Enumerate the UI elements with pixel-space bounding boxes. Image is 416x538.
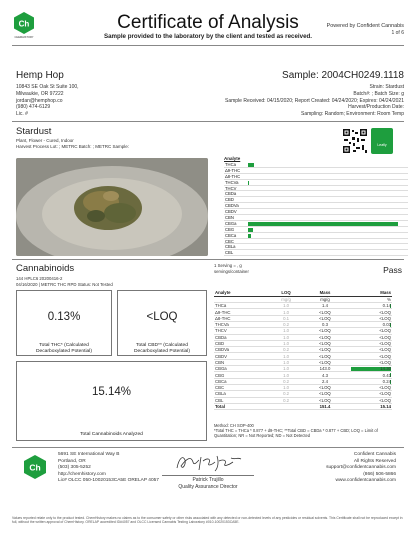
analyte-cell: THCVa [214, 321, 268, 327]
client-address-line: 10843 SE Oak St Suite 100, [16, 84, 79, 90]
method-line: Quantitation; NR = Not Reported; ND = Not Detected [214, 433, 311, 438]
total-cannabinoids-label: Total Cannabinoids Analyzed [80, 432, 143, 437]
product-details [16, 138, 129, 149]
table-total-row [214, 403, 392, 409]
col-mass-pct: Mass [346, 290, 392, 296]
mini-chart-label: THCa [225, 162, 236, 167]
analyte-cell: CBLa [214, 391, 268, 397]
signatory-title: Quality Assurance Director [178, 483, 238, 490]
total-cannabinoids-box [16, 361, 207, 441]
method-line: *Total THC = THCa * 0.877 + d9-THC; **Total CBD = CBDa * 0.877 + CBD; LOQ = Limit of [214, 428, 378, 433]
loq-cell: 1.0 [268, 334, 304, 340]
mini-chart-label: Δ8-THC [225, 173, 241, 179]
total-cbd-box [117, 290, 207, 356]
loq-cell: 1.0 [268, 340, 304, 346]
analyte-cell: CBCa [214, 378, 268, 384]
analyte-cell: CBDV [214, 353, 268, 359]
mini-chart-label: THCVa [225, 179, 239, 185]
client-address-line: Milwaukie, OR 97222 [16, 90, 64, 97]
qr-code-icon[interactable] [342, 128, 368, 154]
total-thc-value: 0.13% [47, 311, 81, 323]
pct-value: <LOQ [379, 359, 391, 365]
pct-value: <LOQ [379, 341, 391, 347]
method-line: Method: CH SOP-400 [214, 423, 254, 428]
lab-phone: (503) 305-5252 [58, 465, 91, 471]
pct-value: 0.03 [382, 322, 391, 328]
mini-chart-label: CBDa [225, 191, 237, 197]
mini-chart-label: CBL [225, 250, 234, 256]
analyte-cell: CBD [214, 340, 268, 346]
pct-value: <LOQ [379, 315, 391, 321]
mass-cell: <LOQ [304, 340, 346, 346]
pct-value: <LOQ [379, 347, 391, 353]
sample-batch: Batch#: ; Batch Size: g [353, 90, 404, 97]
loq-cell: 0.2 [268, 378, 304, 384]
analyte-mini-chart [224, 156, 408, 256]
mini-chart-label: CBG [225, 226, 235, 232]
col-analyte: Analyte [214, 290, 268, 296]
mass-cell: <LOQ [304, 347, 346, 353]
mini-chart-bar [248, 181, 249, 185]
serving-info [214, 263, 249, 274]
signature-line [162, 475, 254, 476]
analyte-cell: Δ9-THC [214, 309, 268, 315]
mini-chart-label: CBGa [225, 220, 237, 226]
serving-size: 1 Serving = , g [214, 263, 242, 268]
mass-cell: <LOQ [304, 384, 346, 390]
mass-cell: 1.4 [304, 303, 346, 309]
cc-website[interactable]: www.confidentcannabis.com [335, 478, 396, 484]
client-address [16, 84, 79, 118]
pct-value: 14.30 [380, 366, 391, 372]
loq-cell: 0.1 [268, 315, 304, 321]
analyte-cell: THCV [214, 328, 268, 334]
pct-value: <LOQ [379, 397, 391, 403]
mini-chart-label: CBN [225, 215, 234, 221]
total-cannabinoids-value: 15.14% [91, 386, 131, 398]
analyte-cell: CBDa [214, 334, 268, 340]
mini-chart-label: CBC [225, 238, 234, 244]
servings-per-container: servings/container [214, 268, 249, 274]
mini-chart-label: CBD [225, 197, 234, 203]
loq-cell: 1.0 [268, 359, 304, 365]
pct-value: <LOQ [379, 328, 391, 334]
product-photo [16, 158, 208, 256]
pct-value: <LOQ [379, 353, 391, 359]
pct-value: <LOQ [379, 334, 391, 340]
section-divider [12, 259, 404, 260]
pct-value: 0.43 [382, 372, 391, 378]
loq-cell: 0.2 [268, 391, 304, 397]
page-number: 1 of 6 [391, 30, 404, 36]
sample-sampling: Sampling: Random; Environment: Room Temp [300, 111, 404, 118]
pass-status: Pass [383, 265, 402, 275]
product-meta: Harvest Process Lot: ; METRC Batch: ; METRC Sample: [16, 143, 130, 149]
total-thc-box [16, 290, 112, 356]
mass-cell: 0.3 [304, 321, 346, 327]
loq-cell: 0.2 [268, 321, 304, 327]
cannabinoid-results-table [214, 290, 392, 410]
mass-cell: <LOQ [304, 334, 346, 340]
mass-cell: 143.0 [304, 366, 346, 372]
col-loq: LOQ [268, 290, 304, 296]
mini-chart-label: Δ9-THC [225, 167, 241, 173]
product-type: Plant, Flower - Cured, Indoor [16, 138, 74, 143]
total-thc-label-2: Decarboxylated Potential) [35, 349, 92, 354]
total-p-cell: 15.14 [346, 403, 392, 409]
total-cbd-label: Total CBD** (Calculated [136, 343, 188, 348]
svg-text:Ch: Ch [18, 19, 30, 29]
mass-cell: <LOQ [304, 309, 346, 315]
mass-pct-cell [346, 397, 392, 403]
analyte-cell: CBGa [214, 366, 268, 372]
analyte-cell: CBG [214, 372, 268, 378]
section-divider [12, 121, 404, 122]
analyte-cell: CBDVa [214, 347, 268, 353]
svg-text:Ch: Ch [29, 462, 41, 473]
client-name: Hemp Hop [16, 70, 64, 81]
signature [173, 452, 245, 474]
total-m-cell: 151.4 [304, 403, 346, 409]
loq-cell: 1.0 [268, 309, 304, 315]
header-divider [12, 45, 404, 46]
powered-by: Powered by Confident Cannabis [326, 23, 404, 29]
loq-cell: 0.2 [268, 397, 304, 403]
sample-strain: Strain: Stardust [369, 84, 404, 90]
pct-value: <LOQ [379, 309, 391, 315]
unit-pct: % [346, 296, 392, 302]
unit-loq: mg/g [268, 296, 304, 302]
analyte-cell: CBC [214, 384, 268, 390]
mini-chart-label: CBCa [225, 232, 237, 238]
footer-divider [12, 447, 404, 448]
mini-chart-bar [248, 222, 398, 226]
lab-license: Lic# OLCC 050-10020153CA5E ORELAP 4057 [58, 478, 159, 484]
loq-cell: 0.2 [268, 347, 304, 353]
sample-id: Sample: 2004CH0249.1118 [282, 70, 404, 81]
total-cbd-label-2: Decarboxylated Potential) [133, 349, 190, 354]
loq-cell: 1.0 [268, 372, 304, 378]
mini-chart-label: CBDV [225, 209, 237, 215]
mass-cell: <LOQ [304, 353, 346, 359]
mass-cell: 4.3 [304, 372, 346, 378]
mini-chart-bar [248, 228, 253, 232]
pct-value: <LOQ [379, 385, 391, 391]
cc-email[interactable]: support@confidentcannabis.com [326, 465, 396, 471]
mass-cell: <LOQ [304, 397, 346, 403]
col-mass: Mass [304, 290, 346, 296]
confident-cannabis-contact [326, 452, 396, 485]
product-name: Stardust [16, 126, 52, 137]
leafly-label: Leafly [377, 143, 387, 147]
leafly-badge[interactable] [371, 128, 393, 154]
loq-cell: 1.0 [268, 366, 304, 372]
sample-details [225, 84, 404, 118]
loq-cell: 1.0 [268, 303, 304, 309]
page-title: Certificate of Analysis [117, 12, 299, 33]
pct-value: <LOQ [379, 391, 391, 397]
mini-chart-title: Analyte [224, 156, 241, 161]
loq-cell: 1.0 [268, 384, 304, 390]
mini-chart-row [224, 250, 408, 256]
cc-rights: All Rights Reserved [353, 458, 396, 464]
mass-cell: <LOQ [304, 391, 346, 397]
mini-chart-label: CBLa [225, 244, 236, 250]
cannabinoids-meta [16, 276, 113, 287]
mini-chart-bar [248, 234, 251, 238]
mini-chart-bar [248, 163, 254, 167]
cc-name: Confident Cannabis [353, 452, 396, 457]
cannabinoids-method: 144 HPLC6 20200416-2 [16, 276, 63, 281]
mass-cell: 2.4 [304, 378, 346, 384]
analyte-cell: CBN [214, 359, 268, 365]
analyte-cell: CBL [214, 397, 268, 403]
pct-value: 0.24 [382, 378, 391, 384]
client-phone: (980) 474-6129 [16, 104, 51, 111]
client-license: Lic. # [16, 111, 28, 118]
method-notes [214, 423, 400, 438]
lab-address: 5691 SE International Way B [58, 452, 120, 457]
total-thc-label: Total THC* (Calculated [39, 343, 89, 348]
loq-cell: 1.0 [268, 353, 304, 359]
unit-mass: mg/g [304, 296, 346, 302]
cc-phone: (866) 506-5866 [363, 471, 396, 477]
lab-website[interactable]: http://chemhistory.com [58, 471, 106, 477]
cannabinoids-title: Cannabinoids [16, 263, 75, 274]
analyte-cell: THCa [214, 303, 268, 309]
sample-harvest: Harvest/Production Date: [348, 104, 404, 111]
analyte-cell: Δ8-THC [214, 315, 268, 321]
pct-value: 0.14 [382, 303, 391, 309]
loq-cell: 1.0 [268, 328, 304, 334]
page-subtitle: Sample provided to the laboratory by the client and tested as received. [103, 33, 313, 40]
total-a-cell: Total [214, 403, 268, 409]
sample-dates: Sample Received: 04/15/2020; Report Created: 04/24/2020; Expires: 04/24/2021 [224, 97, 404, 104]
disclaimer: Values reported relate only to the product tested. ChemHistory makes no claims as to the consumer safety or other risks associated with any detected or non-detected levels of any pesticides or residual solvents. This Certificate shall not be reproduced except in full, without the written approval of ChemHistory. ORELAP accredited ID#4057 and OLCC Licensed Cannabis Testing Laboratory #010-10020153CA5E. [12, 516, 403, 525]
signatory-name: Patrick Trujillo [192, 477, 224, 483]
total-cbd-value: <LOQ [146, 311, 178, 323]
cannabinoids-status-line: 04/16/2020 | METRC THC RPD Status: Not Tested [16, 281, 113, 287]
total-empty-cell [268, 403, 304, 409]
lab-city: Portland, OR [58, 458, 86, 464]
logo-text: CHEMHISTORY [14, 36, 34, 39]
mini-chart-label: CBDVa [225, 203, 239, 209]
mass-cell: <LOQ [304, 328, 346, 334]
mass-cell: <LOQ [304, 359, 346, 365]
mini-chart-label: THCV [225, 185, 237, 191]
client-email: jordan@hemphop.co [16, 97, 63, 104]
mass-cell: <LOQ [304, 315, 346, 321]
